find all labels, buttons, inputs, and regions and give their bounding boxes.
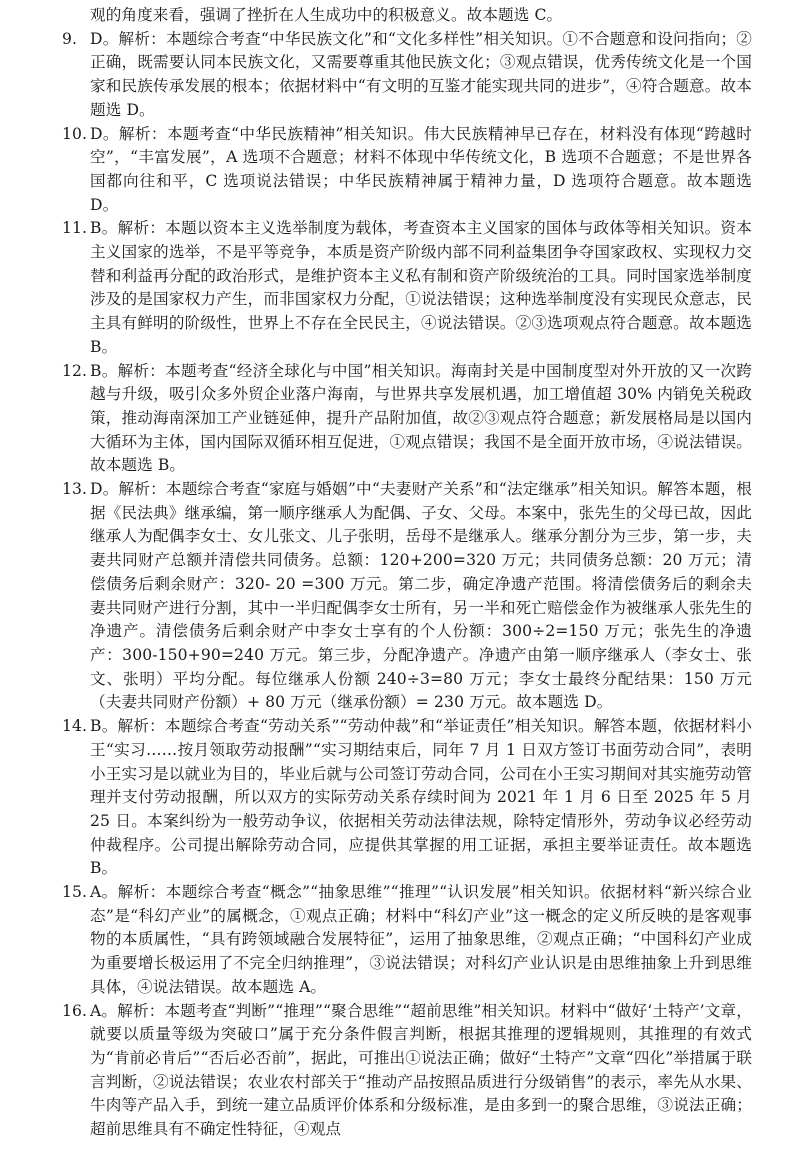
- continuation-paragraph: 观的角度来看，强调了挫折在人生成功中的积极意义。故本题选 C。: [90, 6, 563, 24]
- answer-item-10: [62, 123, 752, 218]
- answer-item-14: [62, 715, 752, 881]
- answer-number: 11.: [62, 219, 88, 238]
- answer-explanation: A。解析：本题综合考查“概念”“抽象思维”“推理”“认识发展”相关知识。依据材料“新兴综合业态”是“科幻产业”的属概念，①观点正确；材料中“科幻产业”这一概念的定义所反映的是客观事物的本质属性，“具有跨领域融合发展特征”，运用了抽象思维，②观点正确；“中国科幻产业成为重要增长极运用了不完全归纳推理”，③说法错误；对科幻产业认识是由思维抽象上升到思维具体，④说法错误。故本题选 A。: [90, 883, 753, 996]
- answer-number: 13.: [62, 480, 88, 499]
- answer-explanation: A。解析：本题考查“判断”“推理”“聚合思维”“超前思维”相关知识。材料中“做好‘土特产’文章，就要以质量等级为突破口”属于充分条件假言判断，根据其推理的逻辑规则，其推理的有效式为“肯前必肯后”“否后必否前”，据此，可推出①说法正确；做好“土特产”文章“四化”举措属于联言判断，②说法错误；农业农村部关于“推动产品按照品质进行分级销售”的表示，率先从水果、牛肉等产品入手，到统一建立品质评价体系和分级标准，是由多到一的聚合思维，③说法正确；超前思维具有不确定性特征，④观点: [90, 1001, 752, 1139]
- answer-item-16: [62, 1000, 752, 1142]
- answer-item-15: [62, 881, 752, 1000]
- answer-explanation: D。解析：本题综合考查“中华民族文化”和“文化多样性”相关知识。①不合题意和设问指向；②正确，既需要认同本民族文化，又需要尊重其他民族文化；③观点错误，优秀传统文化是一个国家和民族传承发展的根本；依据材料中“有文明的互鉴才能实现共同的进步”，④符合题意。故本题选 D。: [90, 29, 752, 119]
- answer-number: 15.: [62, 883, 88, 902]
- answer-item-13: [62, 478, 752, 715]
- answer-explanation: D。解析：本题考查“中华民族精神”相关知识。伟大民族精神早已存在，材料没有体现“跨越时空”，“丰富发展”，A 选项不合题意；材料不体现中华传统文化，B 选项不合题意；不是世界各国都向往和平，C 选项说法错误；中华民族精神属于精神力量，D 选项符合题意。故本题选 D。: [90, 124, 752, 214]
- answer-number: 16.: [62, 1001, 88, 1020]
- answer-number: 10.: [62, 124, 88, 143]
- answer-number: 12.: [62, 361, 88, 380]
- answer-explanation: B。解析：本题综合考查“劳动关系”“劳动仲裁”和“举证责任”相关知识。解答本题，依据材料小王“实习……按月领取劳动报酬”“实习期结束后，同年 7 月 1 日双方签订书面劳动合同”，表明小王实习是以就业为目的，毕业后就与公司签订劳动合同，公司在小王实习期间对其实施劳动管理并支付劳动报酬，所以双方的实际劳动关系存续时间为 2021 年 1 月 6 日至 2025 年 5 月 25 日。本案纠纷为一般劳动争议，依据相关劳动法律法规，除特定情形外，劳动争议必经劳动仲裁程序。公司提出解除劳动合同，应提供其掌握的用工证据，承担主要举证责任。故本题选 B。: [90, 717, 752, 878]
- answer-number: 9.: [62, 29, 78, 48]
- answer-item-11: [62, 217, 752, 359]
- answer-explanation: B。解析：本题考查“经济全球化与中国”相关知识。海南封关是中国制度型对外开放的又一次跨越与升级，吸引众多外贸企业落户海南，与世界共享发展机遇，加工增值超 30% 内销免关税政策，推动海南深加工产业链延伸，提升产品附加值，故②③观点符合题意；新发展格局是以国内大循环为主体，国内国际双循环相互促进，①观点错误；我国不是全面开放市场，④说法错误。故本题选 B。: [90, 361, 752, 475]
- answer-item-9: [62, 28, 752, 123]
- answer-explanation: B。解析：本题以资本主义选举制度为载体，考查资本主义国家的国体与政体等相关知识。资本主义国家的选举，不是平等竞争，本质是资产阶级内部不同利益集团争夺国家政权、实现权力交替和利益再分配的政治形式，是维护资本主义私有制和资产阶级统治的工具。同时国家选举制度涉及的是国家权力产生，而非国家权力分配，①说法错误；这种选举制度没有实现民众意志，民主具有鲜明的阶级性，世界上不存在全民民主，④说法错误。②③选项观点符合题意。故本题选 B。: [90, 219, 752, 356]
- answer-number: 14.: [62, 717, 88, 736]
- answer-explanation: D。解析：本题综合考查“家庭与婚姻”中“夫妻财产关系”和“法定继承”相关知识。解答本题，根据《民法典》继承编，第一顺序继承人为配偶、子女、父母。本案中，张先生的父母已故，因此继承人为配偶李女士、女儿张文、儿子张明，岳母不是继承人。继承分割分为三步，第一步，夫妻共同财产总额并清偿共同债务。总额：120+200=320 万元；共同债务总额：20 万元；清偿债务后剩余财产：320- 20 =300 万元。第二步，确定净遗产范围。将清偿债务后的剩余夫妻共同财产进行分割，其中一半归配偶李女士所有，另一半和死亡赔偿金作为被继承人张先生的净遗产。清偿债务后剩余财产中李女士享有的个人份额：300÷2=150 万元；张先生的净遗产：300-150+90=240 万元。第三步，分配净遗产。净遗产由第一顺序继承人（李女士、张文、张明）平均分配。每位继承人份额 240÷3=80 万元；李女士最终分配结果：150 万元（夫妻共同财产份额）+ 80 万元（继承份额）= 230 万元。故本题选 D。: [90, 480, 752, 712]
- answer-document: [62, 4, 752, 1142]
- answer-item-12: [62, 360, 752, 479]
